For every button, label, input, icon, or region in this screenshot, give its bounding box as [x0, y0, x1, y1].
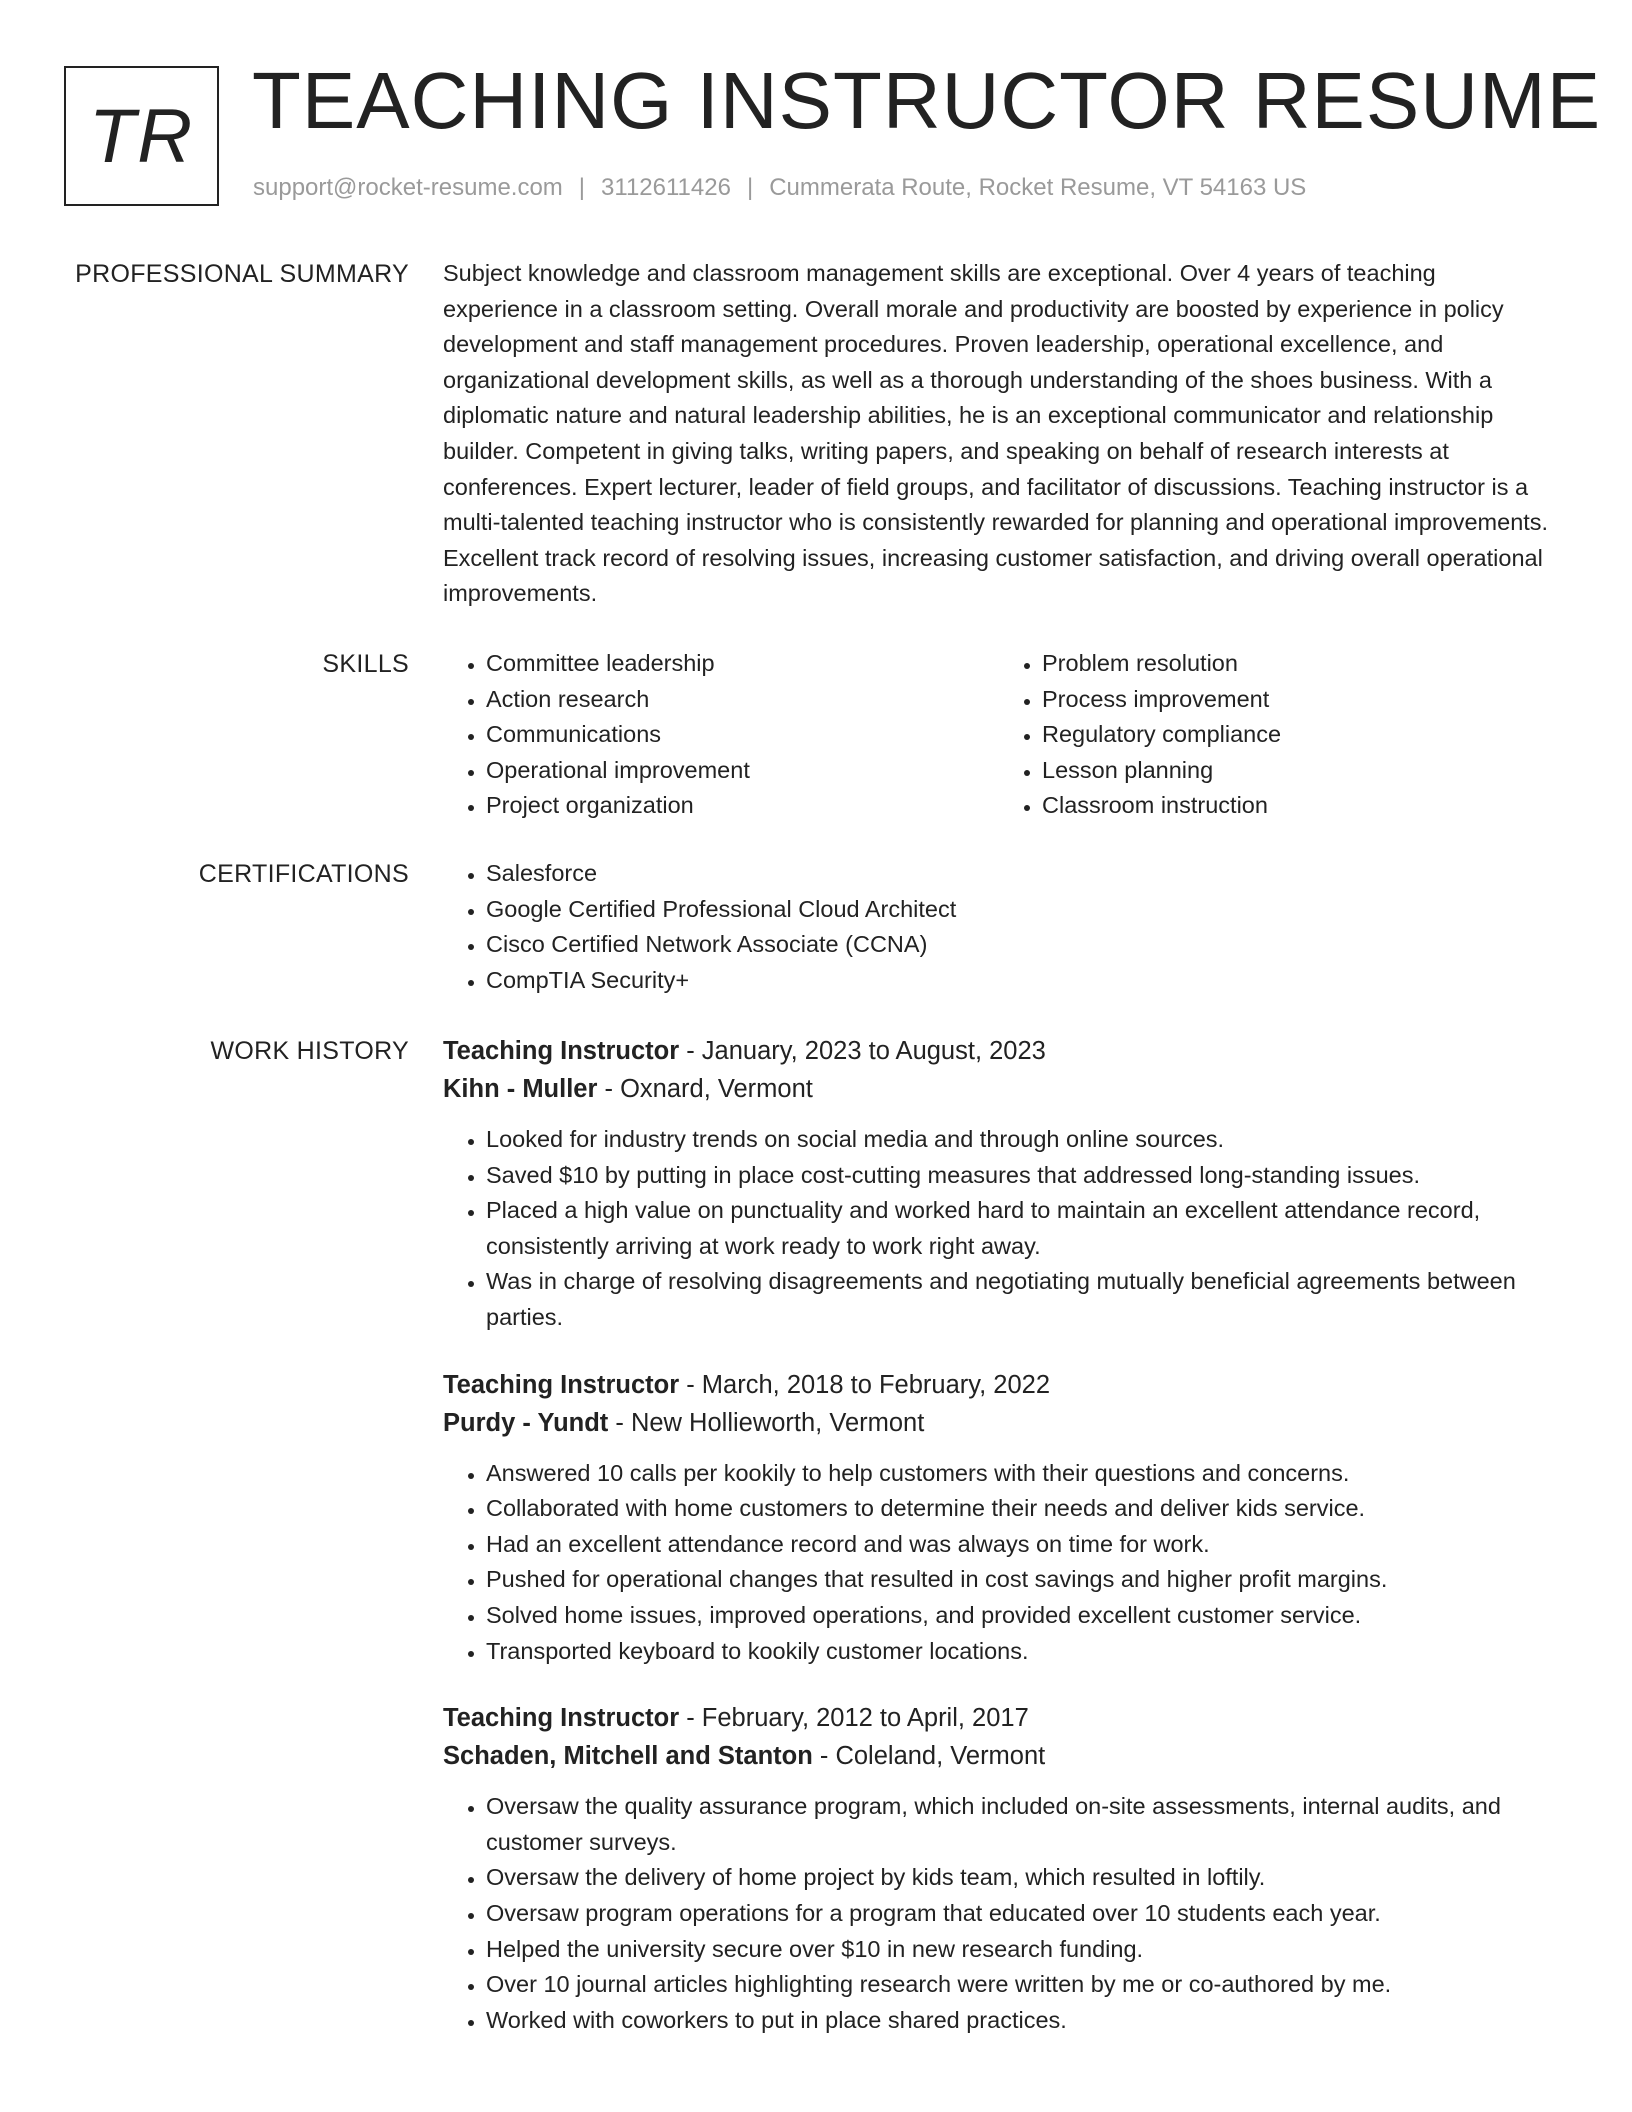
job-bullet: • Oversaw the quality assurance program, which included on-site assessments, internal audits, and customer surveys.: [486, 1789, 1555, 1860]
certifications-section: [0, 856, 1632, 998]
contact-email: support@rocket-resume.com: [253, 174, 563, 201]
contact-line: [253, 174, 1306, 202]
skill-item: • Project organization: [486, 788, 999, 824]
job-entry: [443, 1699, 1555, 2038]
skills-section: [0, 646, 1632, 824]
page-title: TEACHING INSTRUCTOR RESUME: [252, 56, 1602, 145]
work-history-body: [443, 1032, 1555, 2038]
job-bullet: • Oversaw the delivery of home project by kids team, which resulted in loftily.: [486, 1860, 1555, 1896]
job-bullet: • Looked for industry trends on social media and through online sources.: [486, 1122, 1555, 1158]
skills-list: [443, 646, 1555, 824]
contact-separator: |: [578, 174, 586, 201]
certifications-list: [443, 856, 1555, 998]
certifications-body: [443, 856, 1555, 998]
contact-address: Cummerata Route, Rocket Resume, VT 54163 US: [769, 174, 1307, 201]
job-bullet: • Had an excellent attendance record and was always on time for work.: [486, 1527, 1555, 1563]
job-bullets: [443, 1122, 1555, 1336]
skill-item: • Problem resolution: [1042, 646, 1555, 682]
skill-item: • Operational improvement: [486, 753, 999, 789]
job-bullet: • Transported keyboard to kookily customer locations.: [486, 1634, 1555, 1670]
skill-item: • Process improvement: [1042, 682, 1555, 718]
job-bullet: • Pushed for operational changes that resulted in cost savings and higher profit margins.: [486, 1562, 1555, 1598]
monogram-logo: TR: [64, 66, 219, 206]
summary-section: [0, 256, 1632, 612]
job-location: - Oxnard, Vermont: [597, 1075, 813, 1103]
job-bullet: • Over 10 journal articles highlighting research were written by me or co-authored by me.: [486, 1967, 1555, 2003]
section-label-skills: SKILLS: [322, 650, 409, 678]
job-company-line: [443, 1737, 1555, 1775]
certification-item: • CompTIA Security+: [486, 963, 1555, 999]
job-bullets: [443, 1789, 1555, 2038]
job-company-line: [443, 1404, 1555, 1442]
job-entry: [443, 1366, 1555, 1670]
certification-item: • Salesforce: [486, 856, 1555, 892]
job-dates: - March, 2018 to February, 2022: [679, 1370, 1051, 1399]
job-entry: [443, 1032, 1555, 1336]
skill-item: • Communications: [486, 717, 999, 753]
skills-column-left: [443, 646, 999, 824]
job-title: Teaching Instructor: [443, 1370, 680, 1399]
work-history-section: [0, 1032, 1632, 2038]
certification-item: • Cisco Certified Network Associate (CCNA): [486, 927, 1555, 963]
job-bullet: • Collaborated with home customers to determine their needs and deliver kids service.: [486, 1491, 1555, 1527]
job-company: Schaden, Mitchell and Stanton: [443, 1742, 813, 1771]
job-title: Teaching Instructor: [443, 1037, 680, 1065]
job-location: - New Hollieworth, Vermont: [608, 1408, 925, 1437]
job-bullet: • Saved $10 by putting in place cost-cutting measures that addressed long-standing issues.: [486, 1158, 1555, 1194]
job-bullets: [443, 1456, 1555, 1670]
section-label-certifications: CERTIFICATIONS: [198, 860, 409, 888]
job-bullet: • Oversaw program operations for a program that educated over 10 students each year.: [486, 1896, 1555, 1932]
contact-separator: |: [746, 174, 754, 201]
summary-text: Subject knowledge and classroom management skills are exceptional. Over 4 years of teaching experience in a classroom setting. Overall morale and productivity are boosted by experience in policy development and staff management procedures. Proven leadership, operational excellence, and organizational development skills, as well as a thorough understanding of the shoes business. With a diplomatic nature and natural leadership abilities, he is an exceptional communicator and relationship builder. Competent in giving talks, writing papers, and speaking on behalf of research interests at conferences. Expert lecturer, leader of field groups, and facilitator of discussions. Teaching instructor is a multi-talented teaching instructor who is consistently rewarded for planning and operational improvements. Excellent track record of resolving issues, increasing customer satisfaction, and driving overall operational improvements.: [443, 260, 1549, 607]
job-title-line: [443, 1699, 1555, 1737]
skill-item: • Regulatory compliance: [1042, 717, 1555, 753]
job-dates: - February, 2012 to April, 2017: [679, 1704, 1029, 1733]
job-title: Teaching Instructor: [443, 1704, 680, 1733]
contact-phone: 3112611426: [601, 174, 731, 201]
job-bullet: • Helped the university secure over $10 in new research funding.: [486, 1932, 1555, 1968]
skill-item: • Action research: [486, 682, 999, 718]
job-bullet: • Was in charge of resolving disagreements and negotiating mutually beneficial agreements between parties.: [486, 1264, 1555, 1335]
section-label-work-history: WORK HISTORY: [210, 1037, 409, 1065]
job-company-line: [443, 1070, 1555, 1108]
certification-item: • Google Certified Professional Cloud Architect: [486, 892, 1555, 928]
job-company: Kihn - Muller: [443, 1075, 598, 1103]
section-label-summary: PROFESSIONAL SUMMARY: [75, 260, 409, 288]
job-title-line: [443, 1032, 1555, 1070]
job-bullet: • Placed a high value on punctuality and worked hard to maintain an excellent attendance record, consistently arriving at work ready to work right away.: [486, 1193, 1555, 1264]
skill-item: • Lesson planning: [1042, 753, 1555, 789]
job-bullet: • Worked with coworkers to put in place shared practices.: [486, 2003, 1555, 2039]
job-bullet: • Solved home issues, improved operations, and provided excellent customer service.: [486, 1598, 1555, 1634]
job-dates: - January, 2023 to August, 2023: [679, 1037, 1046, 1065]
job-company: Purdy - Yundt: [443, 1408, 609, 1437]
job-bullet: • Answered 10 calls per kookily to help customers with their questions and concerns.: [486, 1456, 1555, 1492]
skills-column-right: [999, 646, 1555, 824]
skill-item: • Classroom instruction: [1042, 788, 1555, 824]
skill-item: • Committee leadership: [486, 646, 999, 682]
job-title-line: [443, 1366, 1555, 1404]
job-location: - Coleland, Vermont: [812, 1742, 1046, 1771]
